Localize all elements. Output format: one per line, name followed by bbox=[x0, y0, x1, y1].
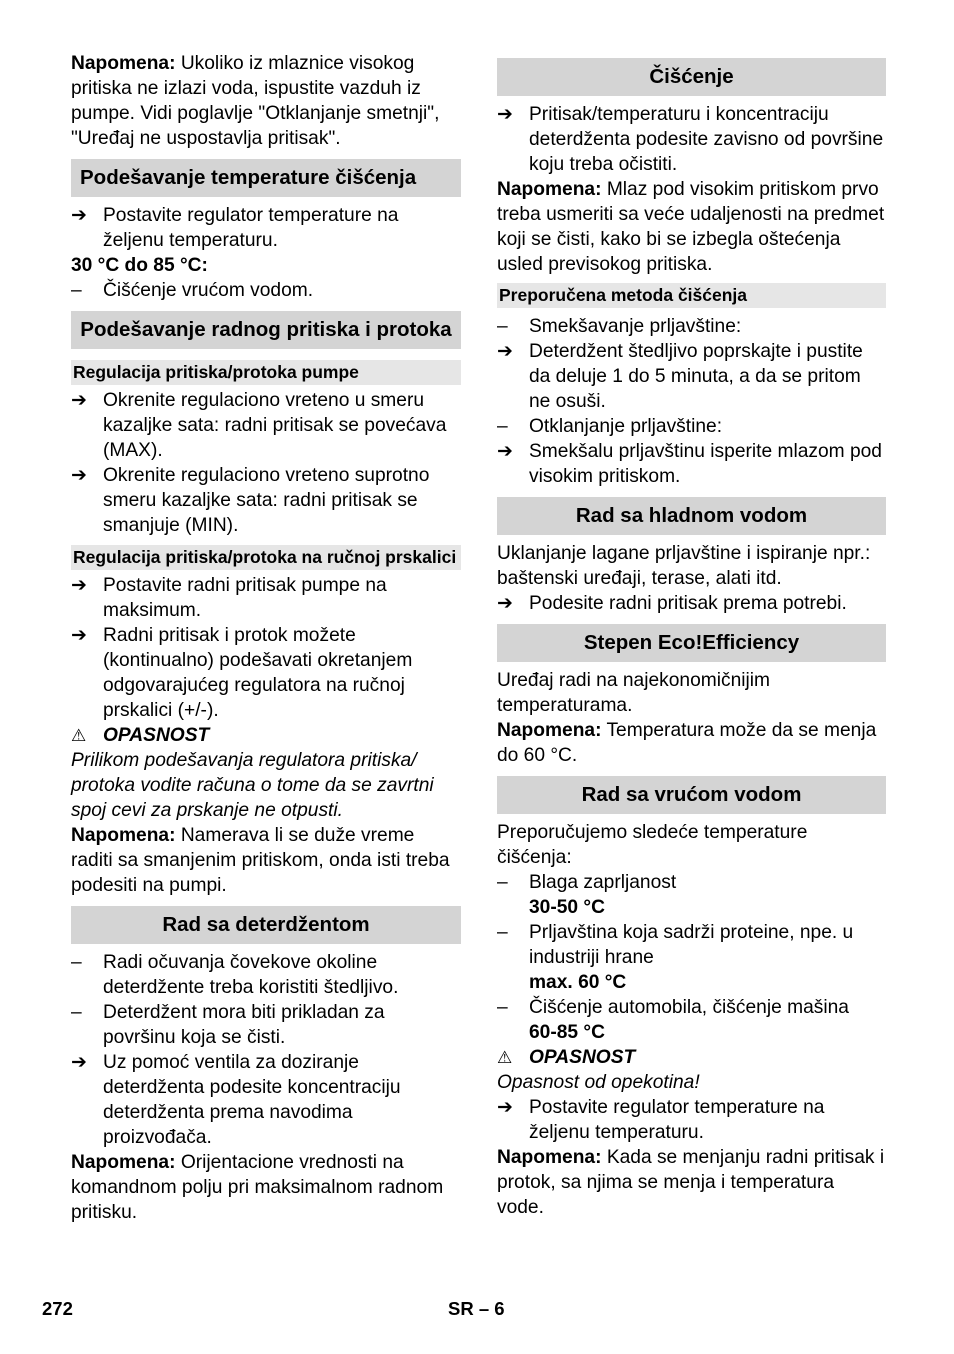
dash-item: – Čišćenje vrućom vodom. bbox=[71, 280, 314, 301]
instruction-step: ➔ Smekšalu prljavštinu isperite mlazom pod visokim pritiskom. bbox=[497, 441, 882, 487]
section-heading-pressure: Podešavanje radnog pritiska i protoka bbox=[71, 311, 461, 349]
instruction-step: ➔ Pritisak/temperaturu i koncentraciju deterdženta podesite zavisno od površine koju treba očistiti. bbox=[497, 104, 884, 175]
danger-label: ⚠ OPASNOST bbox=[497, 1047, 636, 1068]
dash-item: – Čišćenje automobila, čišćenje mašina bbox=[497, 997, 849, 1018]
dash-icon: – bbox=[71, 952, 82, 973]
instruction-step: ➔ Radni pritisak i protok možete (kontinualno) podešavati okretanjem odgovarajućeg regulatora na ručnoj prskalici (+/-). bbox=[71, 625, 413, 721]
subheading-pump-regulation: Regulacija pritiska/protoka pumpe bbox=[71, 360, 461, 385]
temperature-value: max. 60 °C bbox=[529, 972, 627, 993]
section-heading-hot-water: Rad sa vrućom vodom bbox=[497, 776, 886, 814]
dash-item: – Radi očuvanja čovekove okoline deterdžente treba koristiti štedljivo. bbox=[71, 952, 399, 998]
dash-icon: – bbox=[71, 280, 82, 301]
section-heading-cold-water: Rad sa hladnom vodom bbox=[497, 497, 886, 535]
eco-text: Uređaj radi na najekonomičnijim temperaturama. bbox=[497, 670, 771, 716]
temperature-value: 60-85 °C bbox=[529, 1022, 605, 1043]
warning-icon: ⚠ bbox=[71, 726, 87, 745]
note-paragraph: Napomena: Ukoliko iz mlaznice visokog pritiska ne izlazi voda, ispustite vazduh iz pumpe. Vidi poglavlje "Otklanjanje smetnji", "Uređaj ne uspostavlja pritisak". bbox=[71, 53, 440, 149]
dash-item: – Deterdžent mora biti prikladan za površinu koja se čisti. bbox=[71, 1002, 385, 1048]
dash-item: – Smekšavanje prljavštine: bbox=[497, 316, 742, 337]
instruction-step: ➔ Postavite regulator temperature na željenu temperaturu. bbox=[71, 205, 399, 251]
warning-icon: ⚠ bbox=[497, 1048, 513, 1067]
cold-water-text: Uklanjanje lagane prljavštine i ispiranje npr.: baštenski uređaji, terase, alati itd. bbox=[497, 543, 871, 589]
instruction-step: ➔ Postavite radni pritisak pumpe na maksimum. bbox=[71, 575, 387, 621]
dash-icon: – bbox=[497, 416, 508, 437]
danger-label: ⚠ OPASNOST bbox=[71, 725, 210, 746]
section-heading-detergent: Rad sa deterdžentom bbox=[71, 906, 461, 944]
instruction-step: ➔ Okrenite regulaciono vreteno u smeru kazaljke sata: radni pritisak se povećava (MAX). bbox=[71, 390, 447, 461]
section-heading-cleaning: Čišćenje bbox=[497, 58, 886, 96]
dash-icon: – bbox=[497, 316, 508, 337]
dash-icon: – bbox=[71, 1002, 82, 1023]
section-indicator: SR – 6 bbox=[448, 1298, 505, 1319]
arrow-icon: ➔ bbox=[71, 390, 88, 411]
instruction-step: ➔ Deterdžent štedljivo poprskajte i pustite da deluje 1 do 5 minuta, a da se pritom ne osuši. bbox=[497, 341, 863, 412]
dash-item: – Blaga zaprljanost bbox=[497, 872, 677, 893]
danger-text: Opasnost od opekotina! bbox=[497, 1072, 700, 1093]
note-paragraph: Napomena: Mlaz pod visokim pritiskom prvo treba usmeriti sa veće udaljenosti na predmet koji se čisti, kako bi se izbegla oštećenja usled previsokog pritiska. bbox=[497, 179, 885, 275]
temperature-value: 30-50 °C bbox=[529, 897, 605, 918]
subheading-recommended-method: Preporučena metoda čišćenja bbox=[497, 283, 886, 308]
note-paragraph: Napomena: Kada se menjanju radni pritisak i protok, sa njima se menja i temperatura vode. bbox=[497, 1147, 885, 1218]
dash-icon: – bbox=[497, 997, 508, 1018]
arrow-icon: ➔ bbox=[71, 625, 88, 646]
left-column bbox=[71, 51, 461, 1225]
arrow-icon: ➔ bbox=[497, 104, 514, 125]
arrow-icon: ➔ bbox=[497, 593, 514, 614]
note-paragraph: Napomena: Namerava li se duže vreme raditi sa smanjenim pritiskom, onda isti treba podesiti na pumpi. bbox=[71, 825, 450, 896]
dash-item: – Prljavština koja sadrži proteine, npe. u industriji hrane bbox=[497, 922, 854, 968]
instruction-step: ➔ Postavite regulator temperature na željenu temperaturu. bbox=[497, 1097, 825, 1143]
section-heading-eco-efficiency: Stepen Eco!Efficiency bbox=[497, 624, 886, 662]
dash-icon: – bbox=[497, 872, 508, 893]
hot-water-text: Preporučujemo sledeće temperature čišćenja: bbox=[497, 822, 808, 868]
page-number: 272 bbox=[42, 1298, 73, 1319]
instruction-step: ➔ Podesite radni pritisak prema potrebi. bbox=[497, 593, 847, 614]
section-heading-temperature: Podešavanje temperature čišćenja bbox=[71, 159, 461, 197]
arrow-icon: ➔ bbox=[71, 575, 88, 596]
arrow-icon: ➔ bbox=[71, 465, 88, 486]
instruction-step: ➔ Uz pomoć ventila za doziranje deterdženta podesite koncentraciju deterdženta prema navodima proizvođača. bbox=[71, 1052, 401, 1148]
right-column bbox=[497, 51, 886, 1220]
dash-icon: – bbox=[497, 922, 508, 943]
arrow-icon: ➔ bbox=[497, 341, 514, 362]
danger-text: Prilikom podešavanja regulatora pritiska/ protoka vodite računa o tome da se zavrtni spoj cevi za prskanje ne otpusti. bbox=[71, 750, 434, 821]
arrow-icon: ➔ bbox=[497, 1097, 514, 1118]
instruction-step: ➔ Okrenite regulaciono vreteno suprotno smeru kazaljke sata: radni pritisak se smanjuje (MIN). bbox=[71, 465, 430, 536]
subheading-gun-regulation: Regulacija pritiska/protoka na ručnoj prskalici bbox=[71, 545, 461, 570]
arrow-icon: ➔ bbox=[71, 205, 88, 226]
arrow-icon: ➔ bbox=[71, 1052, 88, 1073]
arrow-icon: ➔ bbox=[497, 441, 514, 462]
dash-item: – Otklanjanje prljavštine: bbox=[497, 416, 723, 437]
temperature-range: 30 °C do 85 °C: bbox=[71, 255, 208, 276]
note-paragraph: Napomena: Temperatura može da se menja do 60 °C. bbox=[497, 720, 877, 766]
note-paragraph: Napomena: Orijentacione vrednosti na komandnom polju pri maksimalnom radnom pritisku. bbox=[71, 1152, 444, 1223]
